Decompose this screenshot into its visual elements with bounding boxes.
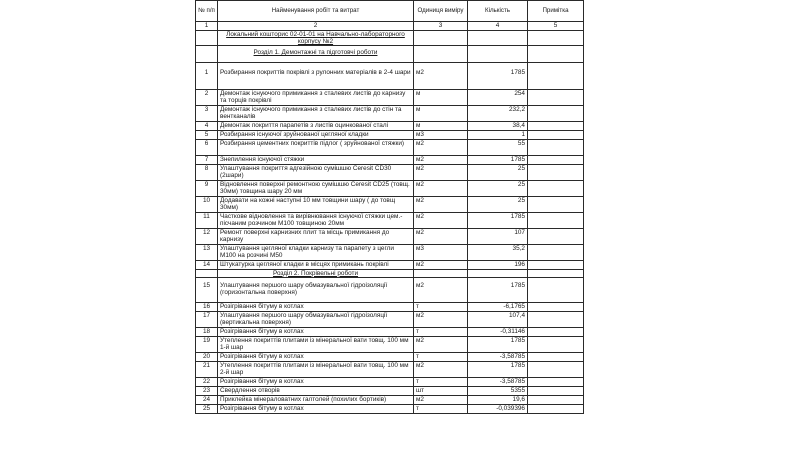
row-unit: т [414, 327, 468, 336]
row-number: 16 [196, 302, 218, 311]
row-note [528, 302, 584, 311]
row-number: 19 [196, 336, 218, 352]
row-number: 8 [196, 164, 218, 180]
row-work-name: Часткове відновлення та вирівнювання існуючої стяжки цем.-пісчаним розчином М100 товщиною 20мм [218, 212, 414, 228]
col-index-2: 2 [218, 22, 414, 31]
row-unit: м2 [414, 361, 468, 377]
row-quantity: -0,31146 [468, 327, 528, 336]
row-work-name: Приклейка мінераловатних галтолей (похилих бортиків) [218, 395, 414, 404]
row-work-name: Розбирання існуючої зруйнованої цегляної кладки [218, 130, 414, 139]
row-work-name: Улаштування першого шару обмазувальної гідроізоляції (вертикальна поверхня) [218, 311, 414, 327]
row-note [528, 89, 584, 105]
row-unit: м2 [414, 260, 468, 269]
row-note [528, 244, 584, 260]
row-number: 4 [196, 121, 218, 130]
row-work-name: Улаштування першого шару обмазувальної гідроізоляції (горизонтальна поверхня) [218, 277, 414, 302]
row-number: 2 [196, 89, 218, 105]
row-note [528, 228, 584, 244]
row-note [528, 196, 584, 212]
row-unit: м2 [414, 277, 468, 302]
row-unit: м2 [414, 164, 468, 180]
row-work-name: Знепилення існуючої стяжки [218, 155, 414, 164]
row-number: 6 [196, 139, 218, 155]
row-quantity: 1785 [468, 336, 528, 352]
row-quantity: 38,4 [468, 121, 528, 130]
row-unit: м2 [414, 139, 468, 155]
col-index-4: 4 [468, 22, 528, 31]
row-note [528, 377, 584, 386]
row-number: 5 [196, 130, 218, 139]
row-note [528, 130, 584, 139]
row-quantity: 232,2 [468, 105, 528, 121]
row-unit: м [414, 121, 468, 130]
row-work-name: Штукатурка цегляної кладки в місцях примикань покрівлі [218, 260, 414, 269]
row-unit: м2 [414, 311, 468, 327]
row-number: 25 [196, 404, 218, 413]
row-unit: м2 [414, 228, 468, 244]
row-note [528, 386, 584, 395]
row-note [528, 212, 584, 228]
table-body [196, 31, 584, 414]
row-work-name: Утеплення покриттів плитами із мінеральної вати товщ. 100 мм 2-й шар [218, 361, 414, 377]
row-quantity: 19,6 [468, 395, 528, 404]
row-quantity: 1785 [468, 155, 528, 164]
row-work-name: Розігрівання бітуму в котлах [218, 327, 414, 336]
row-work-name: Демонтаж покриття парапетів з листів оцинкованої сталі [218, 121, 414, 130]
row-number: 24 [196, 395, 218, 404]
row-unit: м2 [414, 155, 468, 164]
row-work-name: Ремонт поверхні карнизних плит та місць примикання до карнизу [218, 228, 414, 244]
row-quantity: 107,4 [468, 311, 528, 327]
row-work-name: Розігрівання бітуму в котлах [218, 302, 414, 311]
row-unit: м2 [414, 196, 468, 212]
row-number: 17 [196, 311, 218, 327]
section-2-row [196, 269, 584, 277]
table-row [196, 62, 584, 89]
table-row [196, 121, 584, 130]
row-quantity: -0,039396 [468, 404, 528, 413]
row-quantity: -6,1765 [468, 302, 528, 311]
col-name-header: Найменування робіт та витрат [218, 1, 414, 22]
col-qty-header: Кількість [468, 1, 528, 22]
table-row [196, 212, 584, 228]
row-unit: т [414, 302, 468, 311]
table-row [196, 228, 584, 244]
row-work-name: Розбирання цементних покриттів підлог ( зруйнованої стяжки) [218, 139, 414, 155]
row-number: 3 [196, 105, 218, 121]
col-note-header: Примітка [528, 1, 584, 22]
table-row [196, 260, 584, 269]
row-unit: м2 [414, 62, 468, 89]
row-quantity: 107 [468, 228, 528, 244]
row-work-name: Розбирання покриттів покрівлі з рулонних матеріалів в 2-4 шари [218, 62, 414, 89]
row-note [528, 361, 584, 377]
table-header-row [196, 1, 584, 22]
row-work-name: Розігрівання бітуму в котлах [218, 377, 414, 386]
table-row [196, 196, 584, 212]
table-row [196, 395, 584, 404]
row-work-name: Улаштування цегляної кладки карнизу та парапету з цегли М100 на розчині М50 [218, 244, 414, 260]
row-note [528, 180, 584, 196]
table-row [196, 327, 584, 336]
row-number: 18 [196, 327, 218, 336]
row-quantity: 1785 [468, 212, 528, 228]
row-quantity: 25 [468, 180, 528, 196]
row-unit: т [414, 377, 468, 386]
row-quantity: 1 [468, 130, 528, 139]
row-quantity: 25 [468, 196, 528, 212]
row-quantity: 1785 [468, 62, 528, 89]
table-row [196, 139, 584, 155]
row-quantity: -3,58785 [468, 352, 528, 361]
table-row [196, 89, 584, 105]
row-number: 1 [196, 62, 218, 89]
row-number: 7 [196, 155, 218, 164]
row-work-name: Розігрівання бітуму в котлах [218, 404, 414, 413]
row-quantity: -3,58785 [468, 377, 528, 386]
col-index-3: 3 [414, 22, 468, 31]
row-number: 12 [196, 228, 218, 244]
row-number: 11 [196, 212, 218, 228]
row-number: 22 [196, 377, 218, 386]
row-note [528, 155, 584, 164]
row-quantity: 196 [468, 260, 528, 269]
table-row [196, 404, 584, 413]
row-unit: т [414, 352, 468, 361]
table-row [196, 244, 584, 260]
row-note [528, 352, 584, 361]
row-note [528, 336, 584, 352]
col-index-5: 5 [528, 22, 584, 31]
row-quantity: 55 [468, 139, 528, 155]
row-note [528, 277, 584, 302]
row-unit: т [414, 404, 468, 413]
row-note [528, 395, 584, 404]
row-work-name: Розігрівання бітуму в котлах [218, 352, 414, 361]
row-unit: м2 [414, 180, 468, 196]
row-number: 10 [196, 196, 218, 212]
row-number: 20 [196, 352, 218, 361]
col-unit-header: Одиниця виміру [414, 1, 468, 22]
col-index-1: 1 [196, 22, 218, 31]
col-number-header: № п/п [196, 1, 218, 22]
row-work-name: Утеплення покриттів плитами із мінеральної вати товщ. 100 мм 1-й шар [218, 336, 414, 352]
row-work-name: Улаштування покриття адгезійною сумішшю Ceresit CD30 (2шари) [218, 164, 414, 180]
row-note [528, 62, 584, 89]
row-work-name: Свердлення отворів [218, 386, 414, 395]
row-unit: м2 [414, 336, 468, 352]
row-unit: м [414, 89, 468, 105]
table-row [196, 311, 584, 327]
row-note [528, 164, 584, 180]
row-number: 15 [196, 277, 218, 302]
table-row [196, 361, 584, 377]
row-work-name: Демонтаж існуючого примикання з сталевих листів до карнизу та торців покрівлі [218, 89, 414, 105]
table-row [196, 386, 584, 395]
row-unit: м [414, 105, 468, 121]
table-row [196, 302, 584, 311]
row-note [528, 105, 584, 121]
row-work-name: Демонтаж існуючого примикання з сталевих листів до стін та вентканалів [218, 105, 414, 121]
row-quantity: 5355 [468, 386, 528, 395]
table-row [196, 155, 584, 164]
table-row [196, 130, 584, 139]
row-quantity: 1785 [468, 277, 528, 302]
table-row [196, 180, 584, 196]
row-unit: м2 [414, 212, 468, 228]
row-quantity: 1785 [468, 361, 528, 377]
estimate-title: Локальний кошторис 02-01-01 на Навчально-лабораторного корпусу №2 [218, 31, 414, 46]
estimate-document [195, 0, 583, 449]
section-2-title: Розділ 2. Покрівельні роботи [218, 269, 414, 277]
section-1-row [196, 46, 584, 62]
row-number: 9 [196, 180, 218, 196]
row-number: 21 [196, 361, 218, 377]
row-note [528, 311, 584, 327]
row-number: 14 [196, 260, 218, 269]
row-unit: м3 [414, 244, 468, 260]
row-unit: м3 [414, 130, 468, 139]
table-row [196, 105, 584, 121]
row-note [528, 121, 584, 130]
row-number: 23 [196, 386, 218, 395]
table-row [196, 352, 584, 361]
row-unit: шт [414, 386, 468, 395]
row-unit: м2 [414, 395, 468, 404]
row-quantity: 25 [468, 164, 528, 180]
section-1-title: Розділ 1. Демонтажні та підготовчі роботи [218, 46, 414, 62]
table-row [196, 336, 584, 352]
row-work-name: Відновлення поверхні ремонтною сумішшю Ceresit CD25 (товщ. 30мм) товщина шару 20 мм [218, 180, 414, 196]
row-note [528, 327, 584, 336]
estimate-table [195, 0, 584, 414]
row-number: 13 [196, 244, 218, 260]
column-number-row [196, 22, 584, 31]
table-row [196, 377, 584, 386]
estimate-title-row [196, 31, 584, 46]
row-note [528, 404, 584, 413]
table-row [196, 164, 584, 180]
row-note [528, 139, 584, 155]
table-row [196, 277, 584, 302]
row-quantity: 254 [468, 89, 528, 105]
row-work-name: Додавати на кожні наступні 10 мм товщини шару ( до товщ 30мм) [218, 196, 414, 212]
row-quantity: 35,2 [468, 244, 528, 260]
row-note [528, 260, 584, 269]
